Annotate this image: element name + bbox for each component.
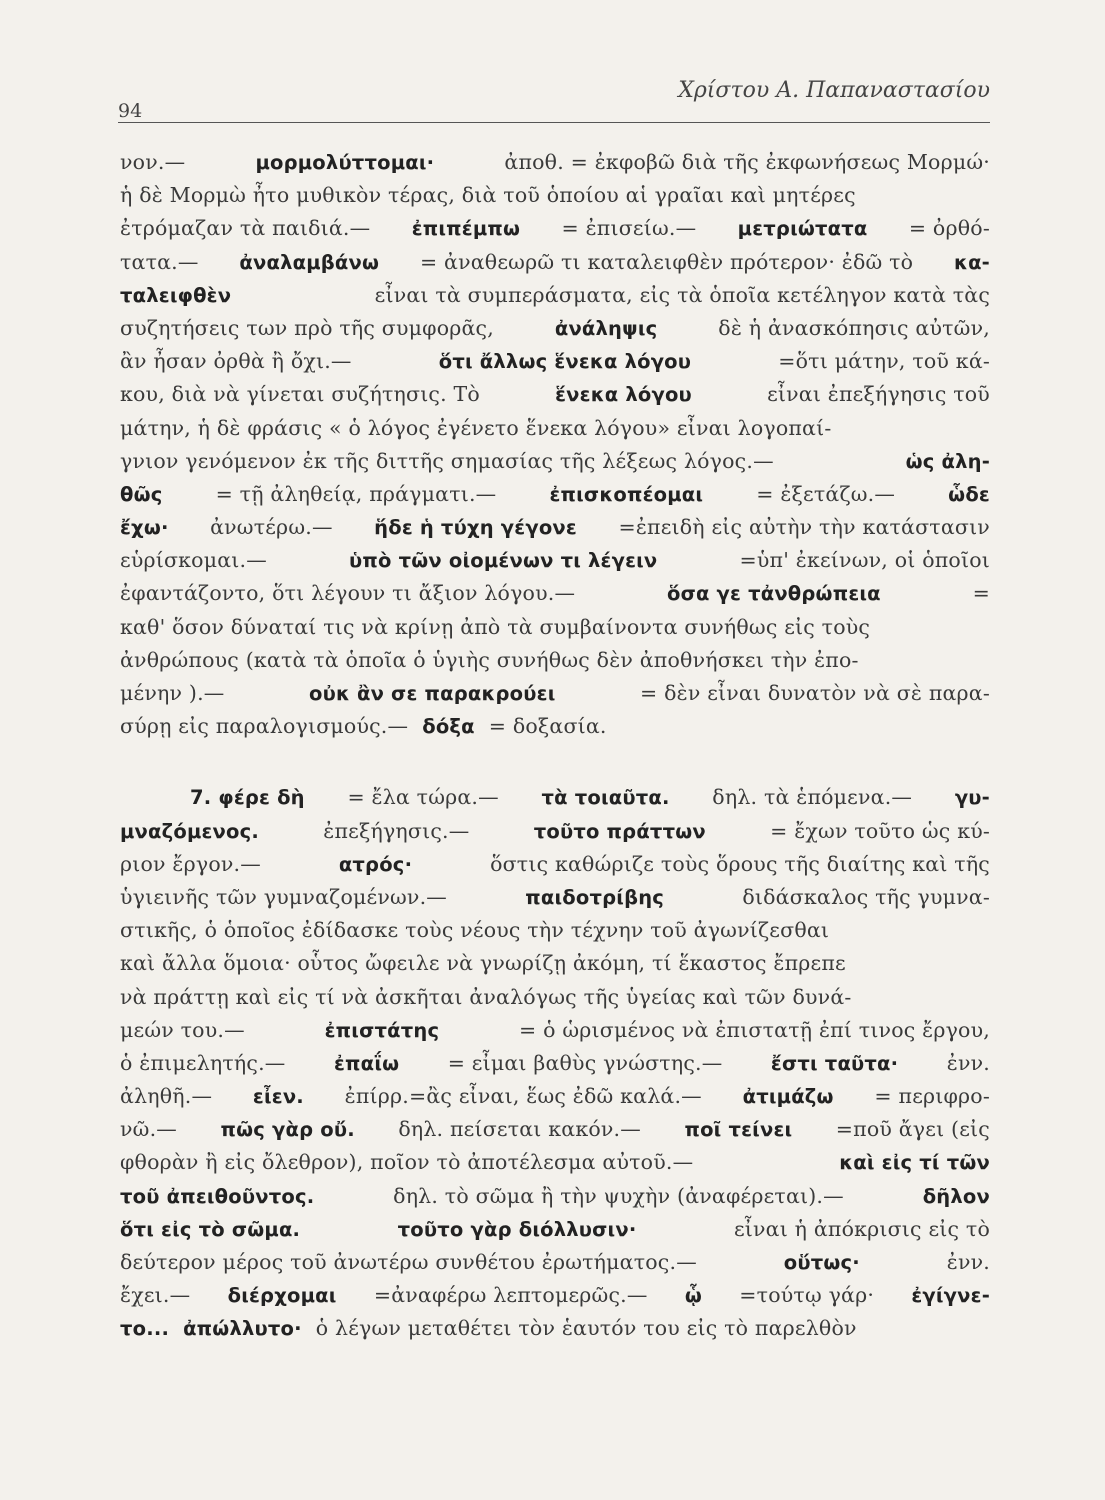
text-line <box>120 246 990 279</box>
gloss-text: εὑρίσκομαι.— <box>120 548 267 573</box>
text-line <box>120 577 990 610</box>
gloss-text: εἶναι τὰ συμπεράσματα, εἰς τὰ ὁποῖα κετέληγον κατὰ τὰς <box>374 282 990 307</box>
gloss-text: ἀποθ. = ἐκφοβῶ διὰ τῆς ἐκφωνήσεως Μορμώ· <box>504 150 990 174</box>
headword: ὅτι εἰς τὸ σῶμα. <box>120 1217 301 1241</box>
headword: ἔχω· <box>120 516 169 540</box>
headword: εἶεν. <box>252 1085 304 1109</box>
gloss-text: = περιφρο- <box>874 1084 990 1109</box>
gloss-text: μεών του.— <box>120 1017 245 1042</box>
text-line <box>120 146 990 179</box>
headword: οὕτως· <box>783 1251 860 1274</box>
headword: μετριώτατα <box>737 217 868 241</box>
gloss-text: δηλ. τὸ σῶμα ἢ τὴν ψυχὴν (ἀναφέρεται).— <box>393 1183 844 1208</box>
gloss-text: ὑγιεινῆς τῶν γυμναζομένων.— <box>120 884 447 909</box>
text-line <box>120 544 990 577</box>
headword: ὑπὸ τῶν οἰομένων τι λέγειν <box>349 549 658 573</box>
headword: ποῖ τείνει <box>684 1118 793 1142</box>
headword: καὶ εἰς τί τῶν <box>839 1151 990 1175</box>
text-line <box>120 914 990 947</box>
gloss-text: ἡ δὲ Μορμὼ ἦτο μυθικὸν τέρας, διὰ τοῦ ὁποίου αἱ γραῖαι καὶ μητέρες <box>120 183 856 208</box>
headword: ἕνεκα λόγου <box>555 383 692 407</box>
headword: διέρχομαι <box>227 1284 337 1308</box>
gloss-text: ἐνν. <box>946 1050 990 1075</box>
gloss-text: = ἔλα τώρα.— <box>347 785 499 810</box>
gloss-text: συζητήσεις των πρὸ τῆς συμφορᾶς, <box>120 315 494 340</box>
text-line <box>120 947 990 980</box>
headword: ἀνάληψις <box>554 316 658 340</box>
headword: ἔστι ταῦτα· <box>770 1051 899 1075</box>
gloss-text: = δὲν εἶναι δυνατὸν νὰ σὲ παρα- <box>640 681 990 705</box>
text-line <box>120 848 990 881</box>
headword: γυ- <box>954 786 990 810</box>
text-line <box>120 781 990 814</box>
gloss-text: = ἐξετάζω.— <box>756 481 896 506</box>
gloss-text: εἶναι ἡ ἀπόκρισις εἰς τὸ <box>733 1216 990 1241</box>
gloss-text: ἐπίρρ.=ἂς εἶναι, ἕως ἐδῶ καλά.— <box>344 1084 702 1109</box>
gloss-text: γνιον γενόμενον ἐκ τῆς διττῆς σημασίας τῆς λέξεως λόγος.— <box>120 448 774 473</box>
gloss-text: φθορὰν ἢ εἰς ὄλεθρον), ποῖον τὸ ἀποτέλεσμα αὐτοῦ.— <box>120 1150 694 1175</box>
headword: τοῦτο γὰρ διόλλυσιν· <box>397 1217 637 1241</box>
gloss-text: νῶ.— <box>120 1117 177 1142</box>
gloss-text: ριον ἔργον.— <box>120 851 261 876</box>
headword: ὡς ἀλη- <box>905 449 990 473</box>
headword: το... <box>120 1317 170 1341</box>
gloss-text: εἶναι ἐπεξήγησις τοῦ <box>767 382 990 407</box>
text-line <box>120 815 990 848</box>
text-line <box>120 412 990 445</box>
headword: ὧδε <box>948 482 990 506</box>
gloss-text: ἔχει.— <box>120 1283 191 1308</box>
headword: δόξα <box>422 715 475 739</box>
gloss-text: =ἐπειδὴ εἰς αὐτὴν τὴν κατάστασιν <box>618 515 990 540</box>
gloss-text: = ἐπισείω.— <box>561 216 697 241</box>
gloss-text: = δοξασία. <box>488 714 607 739</box>
headword: ατρός· <box>338 852 413 876</box>
paragraph-1 <box>120 146 990 743</box>
gloss-text: =ὅτι μάτην, τοῦ κά- <box>778 349 990 374</box>
gloss-text: ἐπεξήγησις.— <box>323 818 470 843</box>
headword: δῆλον <box>922 1184 990 1208</box>
headword: ὅτι ἄλλως ἕνεκα λόγου <box>438 350 692 374</box>
text-line <box>120 611 990 644</box>
headword: μναζόμενος. <box>120 819 259 843</box>
text-line <box>120 279 990 312</box>
headword: ἐγίγνε- <box>911 1284 990 1308</box>
gloss-text: =ὑπ' ἐκείνων, οἱ ὁποῖοι <box>739 548 990 573</box>
gloss-text: κου, διὰ νὰ γίνεται συζήτησις. Τὸ <box>120 382 480 407</box>
headword: θῶς <box>120 482 163 506</box>
text-line <box>120 1246 990 1279</box>
headword: ἐπαΐω <box>334 1051 400 1075</box>
headword: ἀπώλλυτο· <box>183 1317 302 1341</box>
running-head: Χρίστου Α. Παπαναστασίου <box>678 78 990 103</box>
text-line <box>120 1279 990 1312</box>
text-line <box>120 677 990 710</box>
gloss-text: μένην ).— <box>120 681 225 705</box>
text-line <box>120 710 990 743</box>
gloss-text: ἀληθῆ.— <box>120 1084 213 1109</box>
headword: οὐκ ἂν σε παρακρούει <box>308 682 556 705</box>
gloss-text: =ποῦ ἄγει (εἰς <box>835 1117 990 1142</box>
headword: ἐπιστάτης <box>324 1018 440 1042</box>
gloss-text: = ὀρθό- <box>908 216 990 241</box>
text-line <box>120 1113 990 1146</box>
gloss-text: τατα.— <box>120 249 199 274</box>
gloss-text: ἐνν. <box>946 1250 990 1274</box>
gloss-text: ὁ λέγων μεταθέτει τὸν ἑαυτόν του εἰς τὸ παρελθὸν <box>315 1316 857 1341</box>
text-line <box>120 1180 990 1213</box>
headword: ἐπισκοπέομαι <box>549 482 704 506</box>
text-line <box>120 511 990 544</box>
gloss-text: νὰ πράττῃ καὶ εἰς τί νὰ ἀσκῆται ἀναλόγως τῆς ὑγείας καὶ τῶν δυνά- <box>120 984 852 1009</box>
gloss-text: δηλ. πείσεται κακόν.— <box>398 1117 641 1142</box>
text-line <box>120 1047 990 1080</box>
gloss-text: διδάσκαλος τῆς γυμνα- <box>742 884 990 909</box>
gloss-text: δὲ ἡ ἀνασκόπησις αὐτῶν, <box>718 315 990 340</box>
gloss-text: =ἀναφέρω λεπτομερῶς.— <box>373 1283 648 1308</box>
text-line <box>120 981 990 1014</box>
gloss-text: = ὁ ὡρισμένος νὰ ἐπιστατῇ ἐπί τινος ἔργου, <box>519 1017 990 1042</box>
text-line <box>120 644 990 677</box>
text-line <box>120 1213 990 1246</box>
text-line <box>120 1014 990 1047</box>
text-line <box>120 1146 990 1179</box>
text-line <box>120 179 990 212</box>
headword: ἐπιπέμπω <box>411 217 521 241</box>
gloss-text: = <box>972 581 990 606</box>
gloss-text: ἂν ἦσαν ὀρθὰ ἢ ὄχι.— <box>120 349 352 374</box>
headword: τοῦ ἀπειθοῦντος. <box>120 1184 315 1208</box>
gloss-text: = ἔχων τοῦτο ὡς κύ- <box>770 818 990 843</box>
headword: πῶς γὰρ οὔ. <box>220 1118 355 1142</box>
text-line <box>120 345 990 378</box>
headword: ᾧ <box>684 1284 703 1308</box>
text-line <box>120 312 990 345</box>
gloss-text: = ἀναθεωρῶ τι καταλειφθὲν πρότερον· ἐδῶ τὸ <box>419 249 914 274</box>
text-line <box>120 881 990 914</box>
gloss-text: = τῇ ἀληθείᾳ, πράγματι.— <box>215 481 497 506</box>
gloss-text: ἀνωτέρω.— <box>210 515 333 540</box>
page-number: 94 <box>118 100 143 122</box>
gloss-text: =τούτῳ γάρ· <box>739 1283 875 1308</box>
gloss-text: καὶ ἄλλα ὅμοια· οὗτος ὤφειλε νὰ γνωρίζῃ ἀκόμη, τί ἕκαστος ἔπρεπε <box>120 951 846 976</box>
header-rule <box>118 122 990 123</box>
headword: ἥδε ἡ τύχη γέγονε <box>374 516 577 540</box>
headword: κα- <box>954 250 990 274</box>
gloss-text: δεύτερον μέρος τοῦ ἀνωτέρω συνθέτου ἐρωτήματος.— <box>120 1250 697 1274</box>
headword: μορμολύττομαι· <box>255 151 435 174</box>
gloss-text: μάτην, ἡ δὲ φράσις « ὁ λόγος ἐγένετο ἕνεκα λόγου» εἶναι λογοπαί- <box>120 415 832 440</box>
text-line <box>120 212 990 245</box>
headword: τοῦτο πράττων <box>533 819 706 843</box>
gloss-text: ἐφαντάζοντο, ὅτι λέγουν τι ἄξιον λόγου.— <box>120 581 576 606</box>
gloss-text: νον.— <box>120 150 186 174</box>
headword: παιδοτρίβης <box>525 885 665 909</box>
gloss-text: ἀνθρώπους (κατὰ τὰ ὁποῖα ὁ ὑγιὴς συνήθως δὲν ἀποθνήσκει τὴν ἐπο- <box>120 647 859 672</box>
gloss-text: καθ' ὅσον δύναταί τις νὰ κρίνῃ ἀπὸ τὰ συμβαίνοντα συνήθως εἰς τοὺς <box>120 614 871 639</box>
gloss-text: = εἶμαι βαθὺς γνώστης.— <box>447 1050 723 1075</box>
paragraph-2 <box>120 781 990 1345</box>
headword: ἀναλαμβάνω <box>239 250 380 274</box>
text-line <box>120 378 990 411</box>
headword: τὰ τοιαῦτα. <box>541 786 670 810</box>
text-line <box>120 445 990 478</box>
text-line <box>120 1080 990 1113</box>
headword: ταλειφθὲν <box>120 283 232 307</box>
headword: ὅσα γε τἀνθρώπεια <box>666 582 881 606</box>
gloss-text: στικῆς, ὁ ὁποῖος ἐδίδασκε τοὺς νέους τὴν τέχνην τοῦ ἀγωνίζεσθαι <box>120 918 830 943</box>
text-line <box>120 478 990 511</box>
headword: ἀτιμάζω <box>742 1085 834 1109</box>
gloss-text: ὁ ἐπιμελητής.— <box>120 1050 286 1075</box>
gloss-text: σύρῃ εἰς παραλογισμούς.— <box>120 714 409 739</box>
body-text <box>120 146 990 1346</box>
gloss-text: ἐτρόμαζαν τὰ παιδιά.— <box>120 216 371 241</box>
text-line <box>120 1312 990 1345</box>
gloss-text: δηλ. τὰ ἑπόμενα.— <box>712 785 913 810</box>
headword: 7. φέρε δὴ <box>190 786 305 810</box>
page-header <box>118 78 990 122</box>
gloss-text: ὅστις καθώριζε τοὺς ὅρους τῆς διαίτης καὶ τῆς <box>490 851 990 876</box>
